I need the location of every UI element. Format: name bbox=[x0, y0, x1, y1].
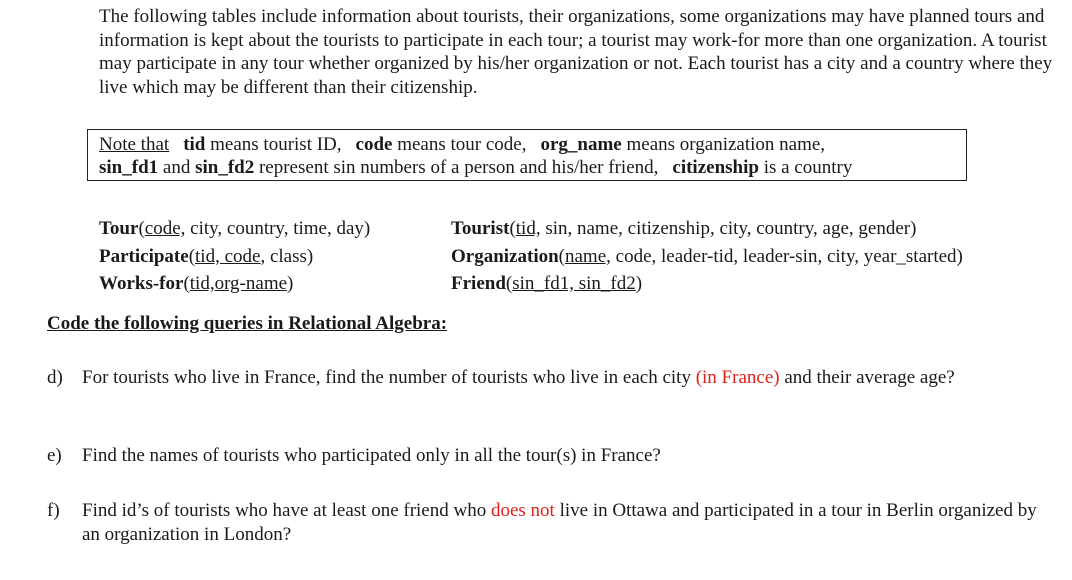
question-e bbox=[47, 444, 1047, 468]
attributes: ) bbox=[287, 273, 294, 294]
attributes: ) bbox=[635, 273, 643, 294]
highlight-text: does not bbox=[490, 500, 555, 521]
note-code-term: code bbox=[355, 134, 393, 155]
note-line-2 bbox=[99, 156, 966, 179]
primary-key: tid, code bbox=[195, 245, 261, 267]
text-part: Find id’s of tourists who have at least one friend who bbox=[82, 500, 491, 521]
question-d bbox=[47, 366, 1047, 390]
section-title: Code the following queries in Relational Algebra: bbox=[47, 313, 448, 334]
schema-tourist bbox=[451, 215, 963, 243]
note-prefix: Note that bbox=[99, 134, 170, 155]
relation-name: Tourist bbox=[451, 218, 510, 239]
attributes: city, country, time, day) bbox=[185, 218, 371, 239]
schema-organization bbox=[451, 243, 963, 271]
question-label: f) bbox=[47, 500, 60, 521]
note-org-desc: means organization name, bbox=[621, 134, 826, 155]
paren: ( bbox=[138, 218, 145, 239]
attributes: code, leader-tid, leader-sin, city, year_started) bbox=[610, 245, 963, 267]
note-sin1-term: sin_fd1 bbox=[99, 157, 159, 178]
paren: ( bbox=[188, 245, 196, 267]
note-and: and bbox=[158, 157, 196, 178]
relation-name: Works-for bbox=[99, 273, 184, 294]
text-part: For tourists who live in France, find the number of tourists who live in each city bbox=[82, 367, 696, 388]
note-citizenship-desc: is a country bbox=[758, 157, 853, 178]
schema-works-for bbox=[99, 270, 370, 298]
primary-key: sin_fd1, sin_fd2 bbox=[512, 273, 636, 294]
note-org-term: org_name bbox=[540, 134, 622, 155]
text-part: and their average age? bbox=[779, 367, 955, 388]
note-tid-desc: means tourist ID, bbox=[205, 134, 342, 155]
schema-left-column bbox=[99, 215, 370, 298]
primary-key: tid, bbox=[515, 218, 541, 239]
question-text: Find the names of tourists who participated only in all the tour(s) in France? bbox=[82, 445, 661, 466]
primary-key: tid,org-name bbox=[189, 273, 288, 294]
paren: ( bbox=[509, 218, 516, 239]
note-code-desc: means tour code, bbox=[392, 134, 527, 155]
schema-tour bbox=[99, 215, 370, 243]
schema-participate bbox=[99, 243, 370, 271]
paren: ( bbox=[183, 273, 190, 294]
relation-name: Friend bbox=[451, 273, 506, 294]
text-part: live in Ottawa and participated in a tour in Berlin organized by an organization in London? bbox=[82, 500, 1037, 545]
primary-key: name, bbox=[565, 245, 611, 267]
question-text bbox=[82, 499, 1047, 547]
relation-name: Organization bbox=[451, 245, 559, 267]
schema-friend bbox=[451, 270, 963, 298]
note-box bbox=[87, 129, 967, 181]
question-label: e) bbox=[47, 445, 62, 466]
question-f bbox=[47, 499, 1047, 547]
attributes: , class) bbox=[260, 245, 314, 267]
note-citizenship-term: citizenship bbox=[672, 157, 759, 178]
note-line-1 bbox=[99, 133, 966, 156]
question-label: d) bbox=[47, 367, 63, 388]
intro-paragraph: The following tables include information about tourists, their organizations, some organizations may have planned tours and information is kept about the tourists to participate in each tour; a tourist may work-for more than one organization. A tourist may participate in any tour whether organized by his/her organization or not. Each tourist has a city and a country where they live which may be different than their citizenship. bbox=[99, 6, 1053, 98]
primary-key: code, bbox=[144, 218, 186, 239]
note-tid-term: tid bbox=[183, 134, 206, 155]
attributes: sin, name, citizenship, city, country, age, gender) bbox=[540, 218, 917, 239]
note-sin2-term: sin_fd2 bbox=[195, 157, 255, 178]
relation-name: Tour bbox=[99, 218, 139, 239]
highlight-text: (in France) bbox=[695, 367, 780, 388]
relation-name: Participate bbox=[99, 245, 189, 267]
question-text bbox=[82, 366, 1047, 390]
paren: ( bbox=[558, 245, 565, 267]
schema-right-column bbox=[451, 215, 963, 298]
note-sin-desc: represent sin numbers of a person and his/her friend, bbox=[254, 157, 659, 178]
paren: ( bbox=[505, 273, 513, 294]
